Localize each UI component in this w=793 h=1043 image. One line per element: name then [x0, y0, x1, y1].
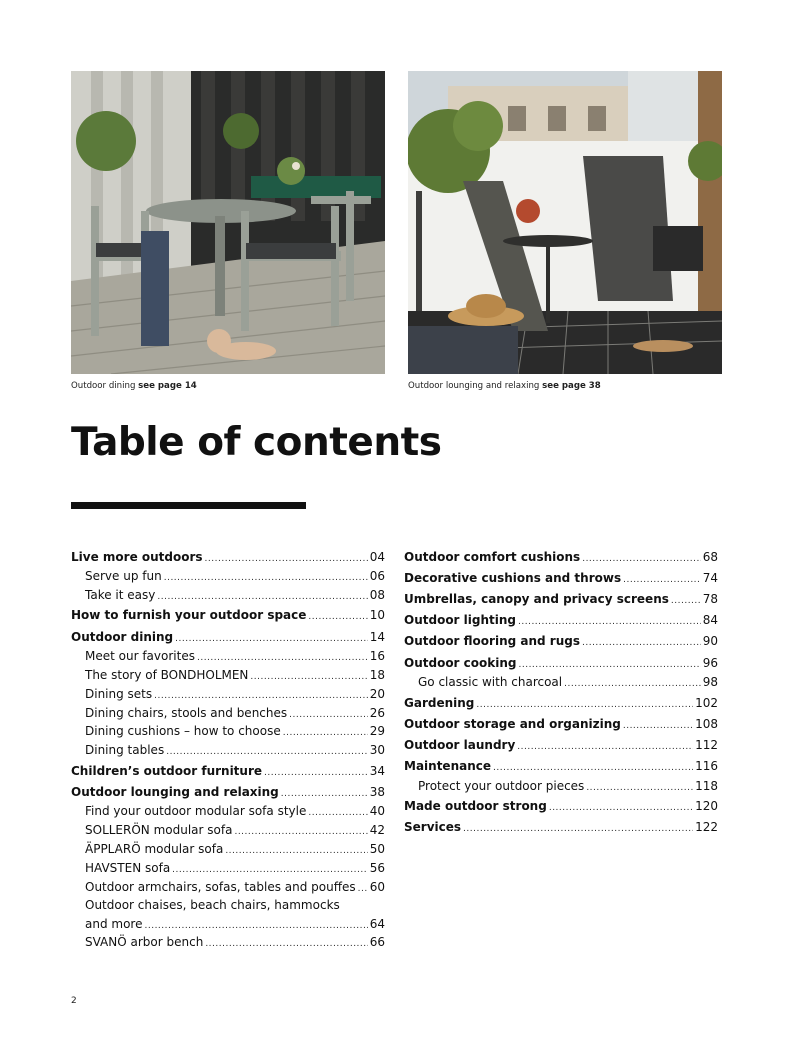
title-underline	[71, 502, 306, 509]
toc-entry-label: Services	[404, 820, 462, 835]
dot-leader	[358, 880, 368, 899]
caption-text: Outdoor lounging and relaxing	[408, 381, 543, 391]
photo-caption	[71, 381, 197, 391]
toc-entry-page: 40	[369, 804, 385, 819]
dot-leader	[250, 668, 367, 687]
toc-entry-label: Gardening	[404, 695, 475, 710]
toc-entry-label: Dining sets	[85, 686, 153, 701]
toc-entry[interactable]	[404, 589, 718, 610]
toc-entry-label: Outdoor lighting	[404, 613, 516, 628]
toc-entry-page: 34	[369, 763, 385, 778]
toc-entry[interactable]	[404, 714, 718, 735]
toc-entry-page: 78	[702, 591, 718, 606]
caption-page-reference: see page 38	[542, 381, 601, 391]
dot-leader	[205, 549, 368, 570]
dot-leader	[671, 591, 701, 612]
toc-entry-label: How to furnish your outdoor space	[71, 608, 307, 623]
toc-entry-page: 14	[369, 629, 385, 644]
toc-entry-page: 96	[702, 655, 718, 670]
caption-text: Outdoor dining	[71, 381, 139, 391]
dot-leader	[225, 842, 367, 861]
toc-entry[interactable]	[71, 722, 385, 741]
toc-entry-label: Maintenance	[404, 759, 492, 774]
toc-entry[interactable]	[71, 761, 385, 782]
dot-leader	[586, 779, 693, 798]
toc-entry-page: 68	[702, 549, 718, 564]
toc-entry-label: Take it easy	[85, 587, 156, 602]
toc-entry[interactable]	[404, 610, 718, 631]
toc-entry[interactable]	[404, 673, 718, 692]
toc-entry[interactable]	[71, 933, 385, 952]
toc-entry-label: Outdoor laundry	[404, 737, 516, 752]
toc-entry[interactable]	[71, 627, 385, 648]
toc-entry[interactable]	[71, 666, 385, 685]
toc-entry-label: Made outdoor strong	[404, 799, 547, 814]
toc-entry-page: 90	[702, 634, 718, 649]
dot-leader	[283, 724, 368, 743]
toc-entry-page: 26	[369, 705, 385, 720]
toc-entry[interactable]	[404, 631, 718, 652]
toc-entry-page: 10	[369, 608, 385, 623]
dot-leader	[564, 675, 701, 694]
toc-entry[interactable]	[71, 878, 385, 897]
dot-leader	[308, 804, 367, 823]
toc-entry-label: Protect your outdoor pieces	[418, 778, 585, 793]
toc-entry[interactable]	[71, 802, 385, 821]
toc-entry[interactable]	[404, 653, 718, 674]
toc-entry-page: 116	[695, 759, 718, 774]
toc-entry-page: 64	[369, 916, 385, 931]
toc-entry[interactable]	[71, 605, 385, 626]
toc-entry-page: 102	[695, 695, 718, 710]
dot-leader	[549, 798, 693, 819]
toc-entry-label: Outdoor lounging and relaxing	[71, 784, 279, 799]
toc-entry-page: 06	[369, 569, 385, 584]
dot-leader	[308, 607, 367, 628]
page-number: 2	[71, 996, 77, 1006]
toc-entry[interactable]	[71, 915, 385, 934]
toc-entry[interactable]	[71, 704, 385, 723]
toc-entry[interactable]	[404, 735, 718, 756]
toc-entry-label: Outdoor flooring and rugs	[404, 634, 580, 649]
dot-leader	[289, 706, 368, 725]
toc-entry-page: 30	[369, 743, 385, 758]
toc-entry-label: ÄPPLARÖ modular sofa	[85, 841, 224, 856]
toc-entry-label: Outdoor armchairs, sofas, tables and pouffes	[85, 879, 356, 894]
toc-entry-page: 20	[369, 686, 385, 701]
toc-entry-page: 29	[369, 724, 385, 739]
toc-entry[interactable]	[404, 693, 718, 714]
toc-entry-page: 50	[369, 841, 385, 856]
toc-column-right	[404, 546, 718, 838]
toc-entry-page: 42	[369, 823, 385, 838]
dot-leader	[264, 763, 368, 784]
toc-entry-label: Dining tables	[85, 743, 165, 758]
dot-leader	[175, 629, 368, 650]
toc-entry[interactable]	[71, 685, 385, 704]
dot-leader	[164, 569, 368, 588]
page-title: Table of contents	[71, 420, 442, 465]
toc-entry-label: Umbrellas, canopy and privacy screens	[404, 591, 669, 606]
toc-entry-label: Outdoor chaises, beach chairs, hammocks	[85, 898, 340, 913]
outdoor-dining-photo	[71, 71, 385, 374]
toc-entry-page: 84	[702, 613, 718, 628]
toc-entry-label: Go classic with charcoal	[418, 675, 563, 690]
toc-entry[interactable]	[71, 567, 385, 586]
toc-entry-page: 120	[695, 799, 718, 814]
toc-entry-page: 38	[369, 784, 385, 799]
toc-entry-label: Dining cushions – how to choose	[85, 724, 281, 739]
toc-entry-page: 08	[369, 587, 385, 602]
dot-leader	[493, 758, 693, 779]
dot-leader	[582, 549, 701, 570]
toc-entry-label: Children’s outdoor furniture	[71, 763, 263, 778]
toc-entry-page: 122	[695, 820, 718, 835]
toc-entry[interactable]	[404, 756, 718, 777]
toc-entry-label: Outdoor cooking	[404, 655, 517, 670]
toc-entry[interactable]	[71, 840, 385, 859]
dot-leader	[518, 655, 700, 676]
toc-entry-label: SOLLERÖN modular sofa	[85, 823, 233, 838]
toc-entry-label: Serve up fun	[85, 569, 162, 584]
dot-leader	[157, 588, 367, 607]
toc-entry[interactable]	[71, 741, 385, 760]
toc-entry-page: 108	[695, 716, 718, 731]
dot-leader	[234, 823, 367, 842]
toc-entry[interactable]	[404, 817, 718, 838]
toc-entry[interactable]	[404, 547, 718, 568]
toc-entry[interactable]	[404, 568, 718, 589]
toc-entry-page: 98	[702, 675, 718, 690]
toc-entry-page: 66	[369, 935, 385, 950]
toc-entry-label: Decorative cushions and throws	[404, 570, 622, 585]
toc-entry-label: Meet our favorites	[85, 649, 195, 664]
toc-entry[interactable]	[71, 896, 385, 914]
toc-entry-page: 18	[369, 667, 385, 682]
toc-entry-label: HAVSTEN sofa	[85, 860, 171, 875]
dot-leader	[623, 716, 693, 737]
photo-caption	[408, 381, 601, 391]
dot-leader	[281, 784, 368, 805]
toc-entry-page: 74	[702, 570, 718, 585]
outdoor-lounging-photo	[408, 71, 722, 374]
toc-entry-page: 60	[369, 879, 385, 894]
toc-entry-label: The story of BONDHOLMEN	[85, 667, 249, 682]
toc-entry-page: 16	[369, 649, 385, 664]
toc-entry[interactable]	[71, 586, 385, 605]
dot-leader	[623, 570, 701, 591]
dot-leader	[517, 737, 693, 758]
toc-entry-label: Outdoor storage and organizing	[404, 716, 621, 731]
toc-entry[interactable]	[404, 796, 718, 817]
toc-entry-page: 04	[369, 549, 385, 564]
toc-entry[interactable]	[71, 782, 385, 803]
dot-leader	[582, 633, 701, 654]
dot-leader	[518, 612, 701, 633]
toc-entry-label: SVANÖ arbor bench	[85, 935, 204, 950]
toc-entry-page: 56	[369, 860, 385, 875]
toc-entry[interactable]	[71, 859, 385, 878]
toc-entry[interactable]	[404, 777, 718, 796]
dot-leader	[166, 743, 368, 762]
toc-entry-page: 118	[695, 778, 718, 793]
dot-leader	[463, 819, 693, 840]
toc-entry-label: Dining chairs, stools and benches	[85, 705, 288, 720]
toc-entry[interactable]	[71, 647, 385, 666]
toc-entry-label: and more	[85, 916, 143, 931]
toc-entry[interactable]	[71, 547, 385, 568]
toc-entry-label: Outdoor dining	[71, 629, 174, 644]
toc-entry-label: Find your outdoor modular sofa style	[85, 804, 307, 819]
dot-leader	[205, 935, 367, 954]
caption-page-reference: see page 14	[138, 381, 197, 391]
toc-column-left	[71, 546, 385, 952]
toc-entry-page: 112	[695, 737, 718, 752]
toc-entry[interactable]	[71, 821, 385, 840]
toc-entry-label: Live more outdoors	[71, 549, 203, 564]
toc-entry-label: Outdoor comfort cushions	[404, 549, 581, 564]
dot-leader	[476, 695, 693, 716]
